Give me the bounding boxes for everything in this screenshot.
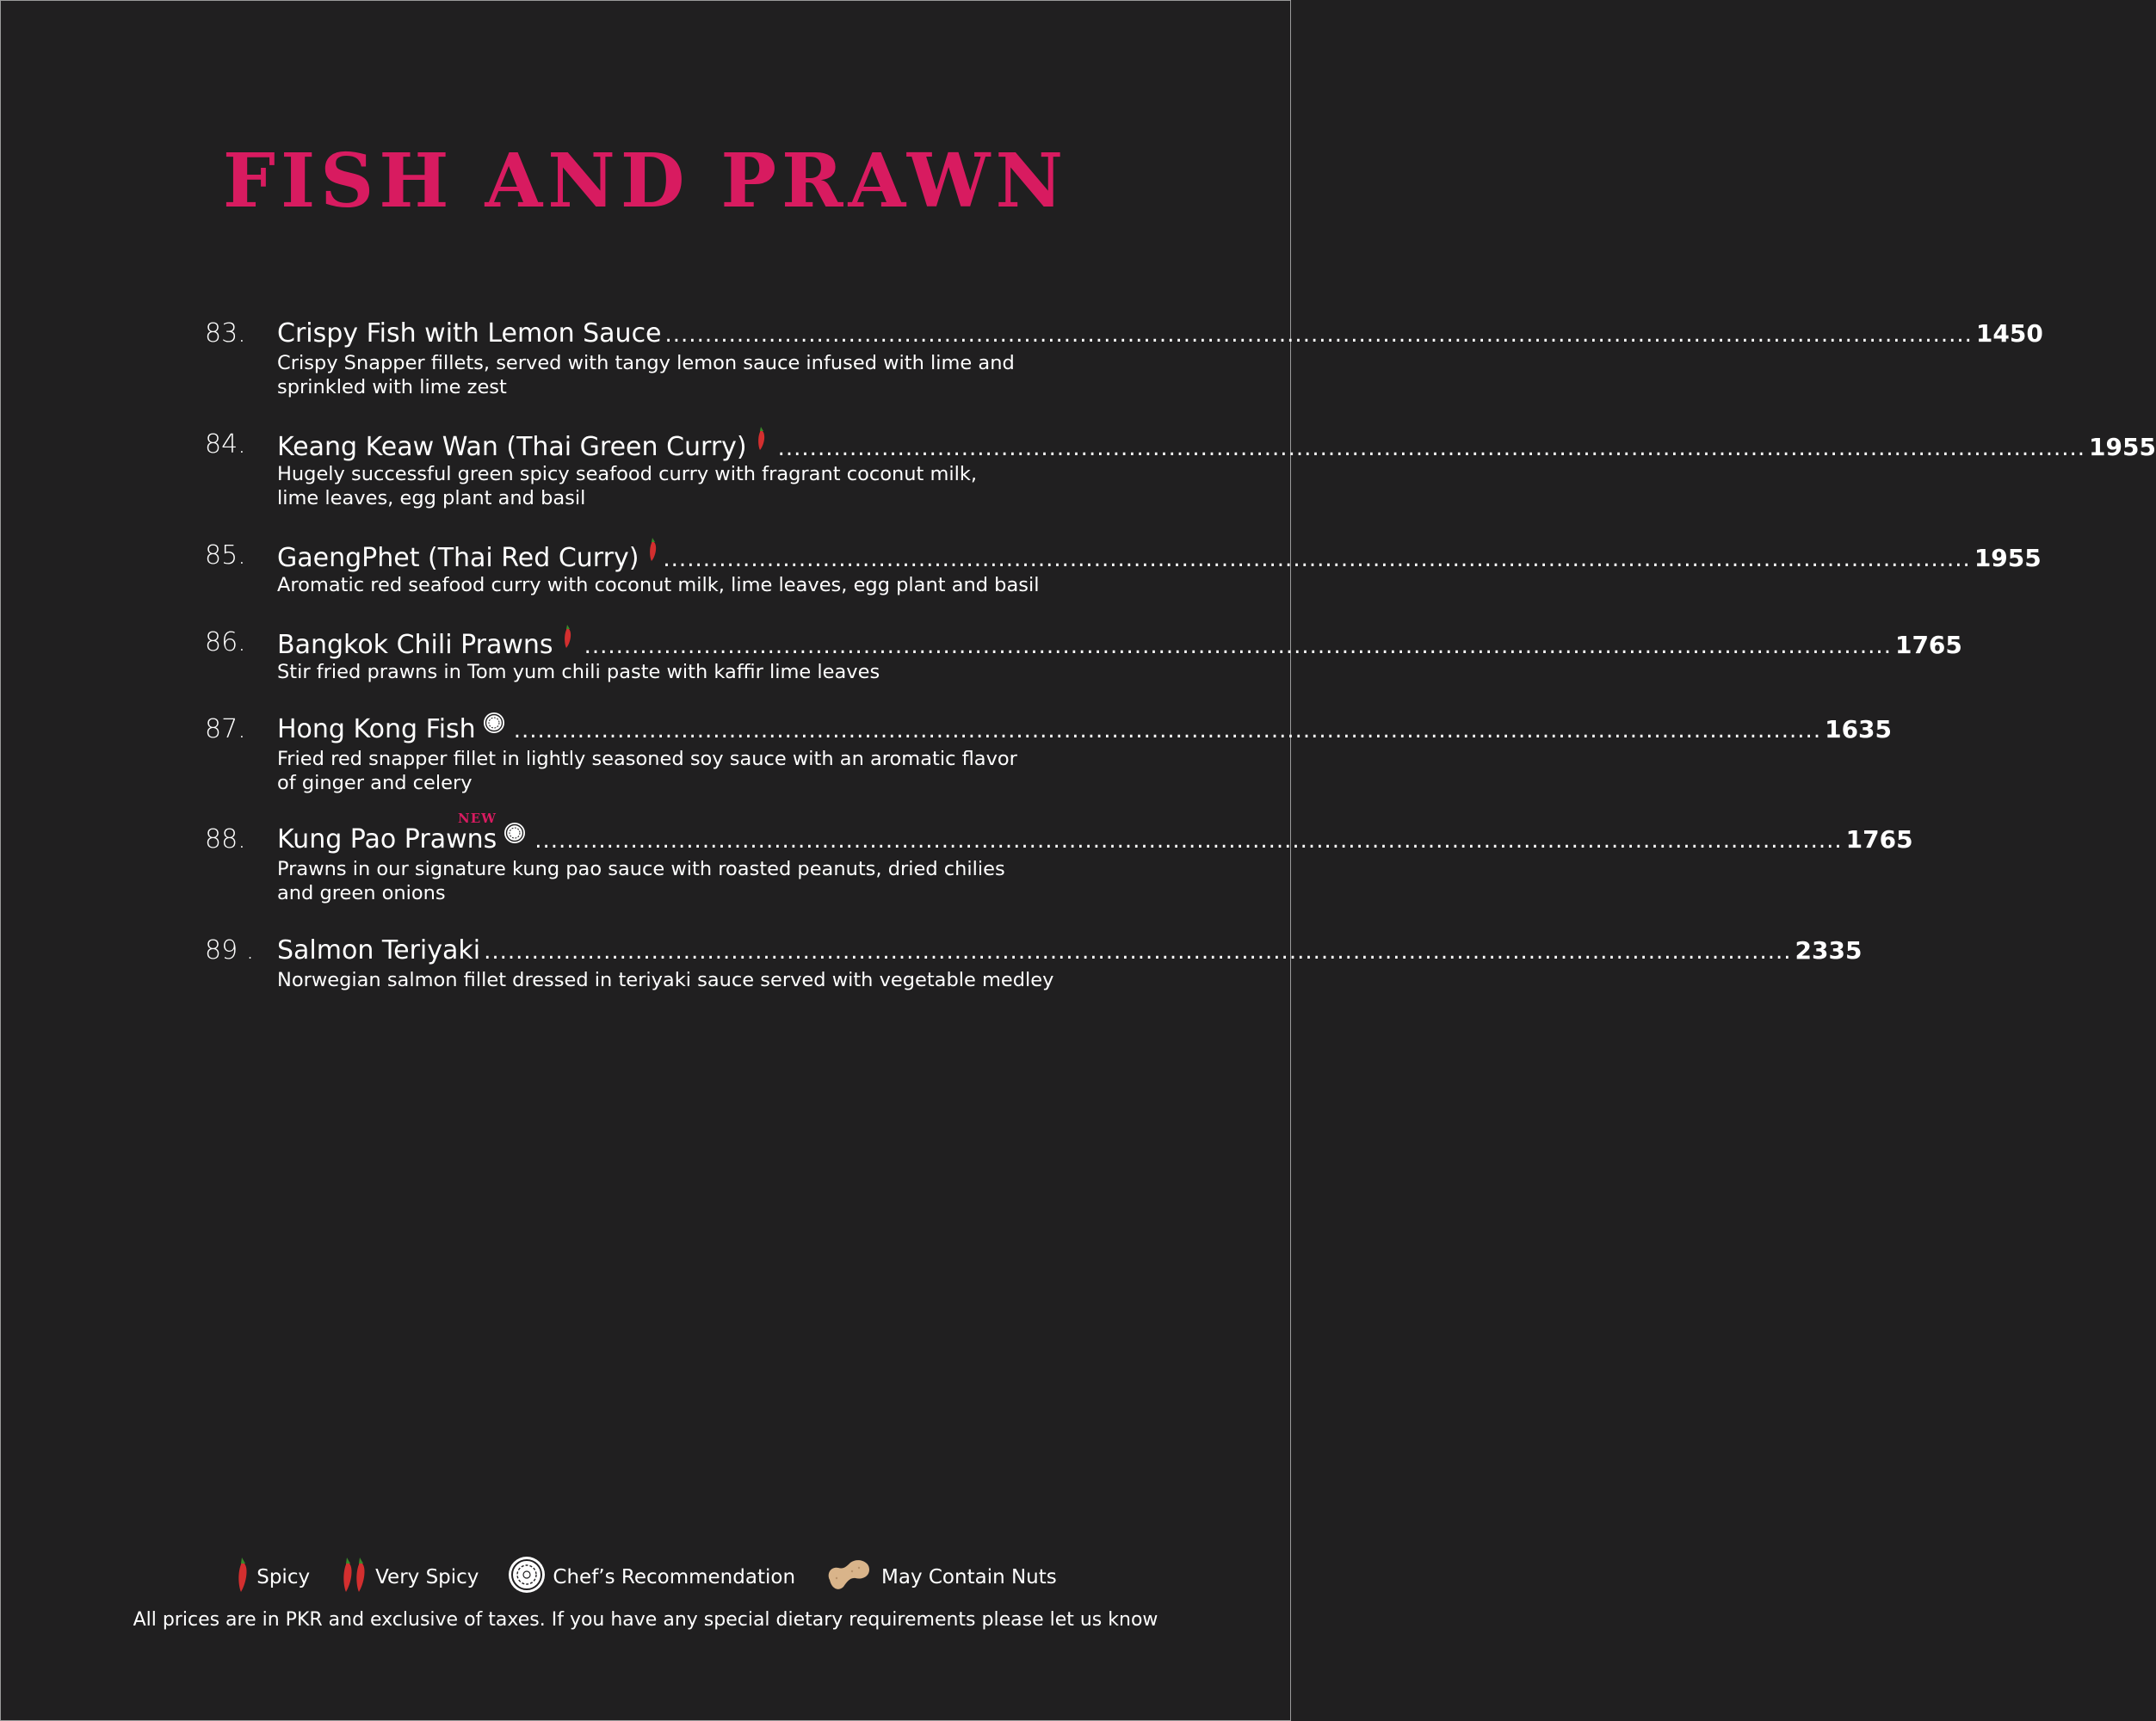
- item-description: Norwegian salmon fillet dressed in teriyaki sauce served with vegetable medley: [277, 969, 1054, 991]
- footer-note: All prices are in PKR and exclusive of taxes. If you have any special dietary requirements please let us know: [133, 1609, 1158, 1631]
- leader-dots: ....................................................................................................................................................................: [777, 435, 2086, 461]
- legend-label: May Contain Nuts: [881, 1566, 1057, 1588]
- leader-dots: ....................................................................................................................................................................: [484, 939, 1792, 965]
- legend-label: Spicy: [256, 1566, 311, 1588]
- item-number: 88.: [205, 824, 246, 854]
- legend-label: Very Spicy: [375, 1566, 479, 1588]
- legend-label: Chef’s Recommendation: [553, 1566, 796, 1588]
- item-name: Hong Kong Fish: [277, 714, 476, 744]
- leader-dots: ....................................................................................................................................................................: [513, 718, 1822, 743]
- leader-dots: ....................................................................................................................................................................: [584, 633, 1892, 659]
- item-price: 2335: [1795, 936, 1863, 965]
- item-name: Crispy Fish with Lemon Sauce: [277, 318, 662, 349]
- legend-chefs-recommendation: [508, 1556, 795, 1599]
- item-name: Keang Keaw Wan (Thai Green Curry): [277, 432, 747, 462]
- leader-dots: ....................................................................................................................................................................: [664, 322, 1973, 348]
- item-name: GaengPhet (Thai Red Curry): [277, 543, 639, 573]
- page-title: FISH AND PRAWN: [222, 138, 1069, 225]
- item-description: Prawns in our signature kung pao sauce with roasted peanuts, dried chilies and green onions: [277, 858, 1005, 904]
- chili-icon: [646, 537, 659, 566]
- chefs-recommendation-icon: [483, 712, 505, 737]
- item-name: Bangkok Chili Prawns: [277, 630, 553, 660]
- leader-dots: ....................................................................................................................................................................: [534, 828, 1843, 854]
- item-number: 89 .: [205, 935, 255, 965]
- item-description: Aromatic red seafood curry with coconut milk, lime leaves, egg plant and basil: [277, 574, 1040, 596]
- item-description: Crispy Snapper fillets, served with tangy lemon sauce infused with lime and sprinkled with lime zest: [277, 352, 1015, 398]
- item-number: 84.: [205, 429, 246, 460]
- chefs-recommendation-icon: [503, 822, 526, 848]
- item-description: Hugely successful green spicy seafood curry with fragrant coconut milk, lime leaves, egg plant and basil: [277, 463, 978, 509]
- leader-dots: ....................................................................................................................................................................: [663, 546, 1971, 572]
- chili-icon: [754, 426, 768, 455]
- item-description: Stir fried prawns in Tom yum chili paste with kaffir lime leaves: [277, 661, 880, 683]
- item-number: 87.: [205, 714, 246, 744]
- chili-icon: [560, 624, 574, 653]
- new-badge: NEW: [458, 811, 497, 826]
- peanut-icon: [825, 1556, 874, 1599]
- legend: [0, 1556, 1291, 1599]
- item-name: Salmon Teriyaki: [277, 935, 481, 965]
- item-price: 1955: [1974, 544, 2042, 572]
- item-price: 1450: [1975, 319, 2043, 348]
- item-price: 1765: [1845, 825, 1913, 854]
- item-description: Fried red snapper fillet in lightly seasoned soy sauce with an aromatic flavor of ginger and celery: [277, 748, 1017, 794]
- item-name: Kung Pao Prawns: [277, 824, 497, 854]
- chefs-recommendation-icon: [508, 1556, 546, 1599]
- double-chili-icon: [339, 1556, 368, 1599]
- item-number: 83.: [205, 318, 246, 349]
- item-price: 1765: [1894, 631, 1962, 659]
- item-number: 85.: [205, 540, 246, 571]
- item-number: 86.: [205, 627, 246, 657]
- item-price: 1635: [1825, 715, 1893, 743]
- legend-very-spicy: [339, 1556, 479, 1599]
- item-price: 1955: [2089, 433, 2156, 461]
- chili-icon: [234, 1556, 250, 1599]
- legend-nuts: [825, 1556, 1057, 1599]
- legend-spicy: [234, 1556, 310, 1599]
